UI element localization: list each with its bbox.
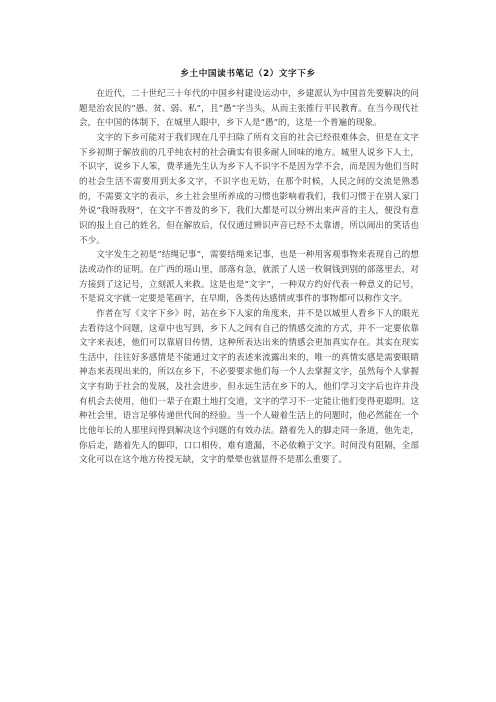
document-body (79, 87, 419, 468)
paragraph-3: 文字发生之初是“结绳记事”，需要结绳来记事，也是一种用客观事物来表现自己的想法或动作的证明。在广西的瑶山里，部落有急，就派了人送一枚铜钱到别的部落里去，对方接到了这记号，立刻派人来救。这是也是“文字”，一种双方约好代表一种意义的记号，不是说文字就一定要是笔画字，在早期，各类传达感情或事件的事物都可以称作文字。 (79, 250, 419, 305)
document-title: 乡土中国读书笔记（2）文字下乡 (180, 69, 316, 79)
paragraph-4: 作者在写《文字下乡》时，站在乡下人家的角度来，并不是以城里人看乡下人的眼光去看待这个问题，这章中也写到，乡下人之间有自己的情感交流的方式，并不一定要依靠文字来表述，他们可以靠眉目传情，这种所表达出来的情感会更加真实存在。其实在现实生活中，往往好多感情是不能通过文字的表述来流露出来的，唯一的真情实感是需要眼睛神态来表现出来的，所以在乡下，不必要要求他们每一个人去掌握文字，虽然每个人掌握文字有助于社会的发展，及社会进步，但永远生活在乡下的人，他们学习文字后也许并没有机会去使用，他们一辈子在跟土地打交道，文字的学习不一定能让他们变得更聪明。这种社会里，语言足够传递世代间的经验。当一个人碰着生活上的问题时，他必然能在一个比他年长的人那里问得到解决这个问题的有效办法。踏着先人的脚走同一条道，他先走，你后走，踏着先人的脚印，口口相传，难有遗漏，不必依赖于文字。时间没有阻隔，全部文化可以在这个地方传授无缺，文字的晕晕也就显得不是那么重要了。 (79, 308, 419, 466)
paragraph-2: 文字的下乡可能对于我们现在几乎扫除了所有文盲的社会已经很难体会，但是在文字下乡初期于解放前的几乎纯农村的社会确实有很多耐人回味的地方。城里人说乡下人土，不识字，说乡下人笨，费孝通先生认为乡下人不识字不是因为学不会，而是因为他们当时的社会生活不需要用到太多文字，不识字也无妨，在那个时候，人民之间的交流是熟悉的，不需要文字的表示，乡土社会里所养成的习惯也影响着我们，我们习惯于在别人家门外说“我呀我呀”，在文字不普及的乡下，我们大都是可以分辨出来声音的主人，便没有意识的报上自己的姓名，但在解放后，仅仅通过辨识声音已经不太靠谱，所以闹出的笑话也不少。 (79, 132, 419, 246)
paragraph-1: 在近代，二十世纪三十年代的中国乡村建设运动中，乡建派认为中国首先要解决的问题是治农民的“愚、贫、弱、私”，且“愚”字当头，从而主张推行平民教育。在当今现代社会，在中国的体制下，在城里人眼中，乡下人是“愚”的，这是一个普遍的现象。 (79, 89, 419, 129)
